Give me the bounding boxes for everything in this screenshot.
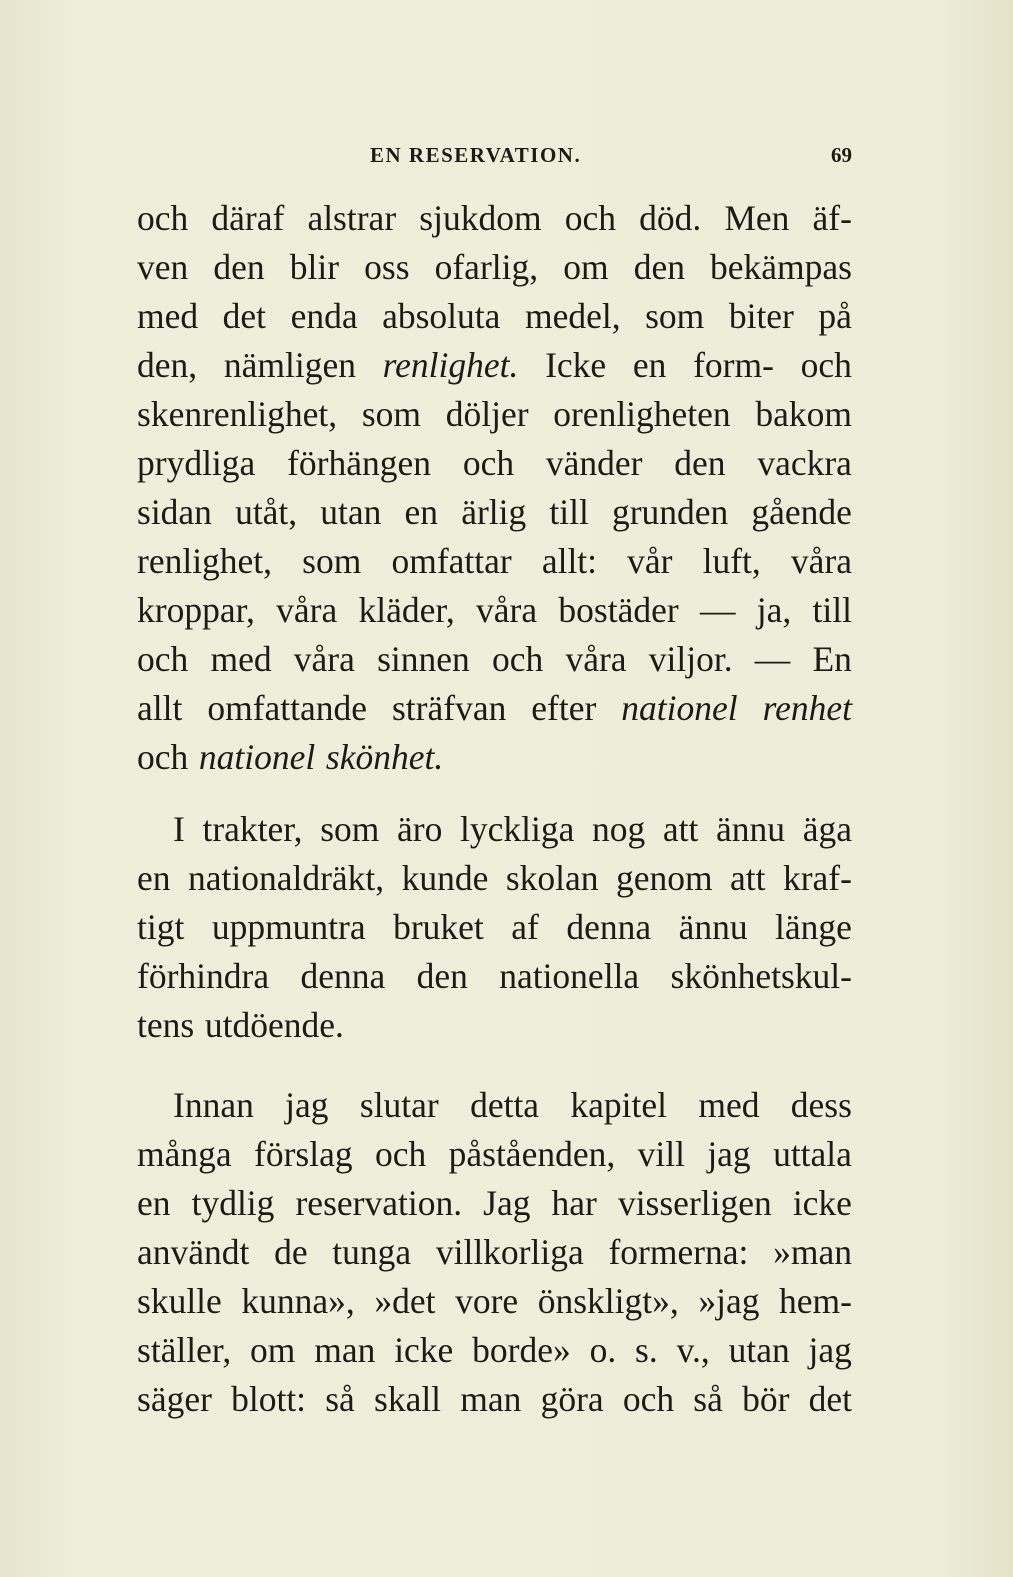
word: ännu [716, 809, 786, 849]
word: och [491, 639, 544, 679]
word: vår [627, 541, 673, 581]
word: bruket [393, 907, 484, 947]
word: o. [589, 1330, 617, 1370]
word: nationel [198, 737, 316, 777]
word: som [302, 541, 362, 581]
word: hem- [779, 1281, 852, 1321]
word: kunna», [241, 1281, 355, 1321]
word: tigt [137, 907, 185, 947]
word: gående [751, 492, 852, 532]
word: och [800, 345, 852, 385]
word: prydliga [137, 443, 256, 483]
word: I [173, 809, 185, 849]
word: ärlig [461, 492, 527, 532]
text-line [137, 953, 852, 999]
word: våra [565, 639, 627, 679]
word: länge [775, 907, 852, 947]
text-line [137, 195, 852, 241]
text-line [137, 685, 852, 731]
word: jag [808, 1330, 852, 1370]
word: »det [374, 1281, 436, 1321]
word: luft, [702, 541, 761, 581]
word: kläder, [358, 590, 455, 630]
word: Innan [173, 1085, 254, 1125]
word: och [137, 639, 189, 679]
word: sinnen [377, 639, 470, 679]
word: efter [531, 688, 597, 728]
word: de [274, 1232, 308, 1272]
word: kroppar, [137, 590, 255, 630]
word: nationaldräkt, [187, 858, 385, 898]
word: om [563, 247, 609, 287]
word: äf- [812, 198, 852, 238]
word: denna [300, 956, 386, 996]
text-line [137, 1180, 852, 1226]
word: användt [137, 1232, 250, 1272]
word: en [137, 858, 171, 898]
text-line [137, 244, 852, 290]
word: äga [802, 809, 852, 849]
word: En [812, 639, 852, 679]
word: genom [615, 858, 713, 898]
word: kunde [401, 858, 489, 898]
word: nationel [621, 688, 738, 728]
text-line [137, 489, 852, 535]
word: nog [592, 809, 646, 849]
word: och [564, 198, 616, 238]
word: form- [693, 345, 774, 385]
word: oss [364, 247, 410, 287]
word: och [622, 1379, 675, 1419]
text-line [137, 1229, 852, 1275]
word: icke [394, 1330, 454, 1370]
word: en [404, 492, 439, 532]
word: som [320, 809, 380, 849]
word: däraf [211, 198, 285, 238]
word: skenrenlighet, [137, 394, 338, 434]
word: utdöende. [204, 1005, 344, 1045]
word: uppmuntra [211, 907, 366, 947]
word: medel, [524, 296, 621, 336]
word: döljer [445, 394, 529, 434]
word: som [645, 296, 705, 336]
word: ja, [756, 590, 792, 630]
page-number: 69 [831, 143, 852, 167]
word: våra [790, 541, 852, 581]
word: uttala [773, 1134, 852, 1174]
word: kapitel [570, 1085, 668, 1125]
word: reservation. [295, 1183, 463, 1223]
text-line [137, 904, 852, 950]
word: vackra [757, 443, 852, 483]
word: ofarlig, [434, 247, 539, 287]
text-line [137, 734, 852, 780]
word: och [374, 1134, 427, 1174]
word: vänder [545, 443, 643, 483]
word: jag [707, 1134, 751, 1174]
word: tens [137, 1005, 195, 1045]
word: bakom [755, 394, 852, 434]
word: kraf- [782, 858, 852, 898]
text-line [137, 440, 852, 486]
word: enda [290, 296, 358, 336]
word: äro [397, 809, 443, 849]
word: lyckliga [460, 809, 575, 849]
word: att [662, 809, 699, 849]
word: som [361, 394, 422, 434]
word: biter [728, 296, 794, 336]
word: allt: [541, 541, 598, 581]
word: bostäder [558, 590, 679, 630]
text-line [137, 1002, 852, 1048]
text-line [173, 1082, 852, 1128]
word: en [137, 1183, 171, 1223]
word: skönhet. [325, 737, 444, 777]
word: göra [540, 1379, 604, 1419]
word: våra [276, 590, 338, 630]
word: Icke [545, 345, 607, 385]
text-line [137, 538, 852, 584]
word: sträfvan [391, 688, 507, 728]
word: trakter, [202, 809, 303, 849]
word: den [213, 247, 265, 287]
word: och [137, 737, 189, 777]
word: att [730, 858, 766, 898]
word: vore [455, 1281, 519, 1321]
word: ännu [678, 907, 748, 947]
word: så [325, 1379, 355, 1419]
word: till [549, 492, 589, 532]
word: vill [637, 1134, 685, 1174]
word: grunden [611, 492, 729, 532]
word: och [137, 198, 189, 238]
word: sjukdom [419, 198, 542, 238]
word: om [250, 1330, 296, 1370]
word: skolan [505, 858, 599, 898]
word: detta [470, 1085, 540, 1125]
word: bekämpas [710, 247, 852, 287]
word: säger [137, 1379, 212, 1419]
word: har [551, 1183, 597, 1223]
word: utan [728, 1330, 790, 1370]
word: våra [476, 590, 538, 630]
word: förhindra [137, 956, 270, 996]
word: med [210, 639, 272, 679]
word: villkorliga [435, 1232, 584, 1272]
text-line [137, 1131, 852, 1177]
word: det [222, 296, 267, 336]
word: den [674, 443, 726, 483]
text-line [137, 587, 852, 633]
word: af [511, 907, 539, 947]
word: slutar [359, 1085, 439, 1125]
word: visserligen [617, 1183, 772, 1223]
word: förhängen [287, 443, 432, 483]
word: Men [724, 198, 790, 238]
text-line [137, 342, 852, 388]
word: s. [635, 1330, 658, 1370]
word: den, [137, 345, 198, 385]
text-line [137, 636, 852, 682]
word: jag [285, 1085, 329, 1125]
word: blir [289, 247, 340, 287]
word: »man [773, 1232, 852, 1272]
text-line [137, 1376, 852, 1422]
word: till [812, 590, 852, 630]
text-line [173, 806, 852, 852]
word: — [699, 590, 736, 630]
word: sidan [137, 492, 212, 532]
word: alstrar [307, 198, 397, 238]
word: död. [639, 198, 702, 238]
word: omfattar [391, 541, 512, 581]
word: en [632, 345, 667, 385]
word: nationella [499, 956, 640, 996]
word: renlighet, [137, 541, 273, 581]
word: tydlig [191, 1183, 275, 1223]
word: v., [676, 1330, 710, 1370]
word: ställer, [137, 1330, 232, 1370]
word: tunga [332, 1232, 412, 1272]
word: på [818, 296, 852, 336]
word: — [754, 639, 791, 679]
word: utåt, [235, 492, 298, 532]
word: med [698, 1085, 760, 1125]
word: utan [320, 492, 382, 532]
word: förslag [254, 1134, 353, 1174]
running-title: EN RESERVATION. [370, 143, 582, 167]
word: med [137, 296, 199, 336]
text-line [137, 1278, 852, 1324]
word: man [460, 1379, 522, 1419]
word: renlighet. [382, 345, 519, 385]
word: formerna: [608, 1232, 749, 1272]
word: renhet [762, 688, 852, 728]
word: dess [790, 1085, 852, 1125]
word: borde» [472, 1330, 571, 1370]
text-line [137, 855, 852, 901]
word: och [462, 443, 515, 483]
text-line [137, 293, 852, 339]
word: våra [293, 639, 355, 679]
word: orenligheten [553, 394, 731, 434]
word: så [693, 1379, 723, 1419]
word: ven [137, 247, 189, 287]
word: önskligt», [537, 1281, 679, 1321]
word: nämligen [223, 345, 356, 385]
word: man [314, 1330, 376, 1370]
word: denna [566, 907, 652, 947]
text-line [137, 391, 852, 437]
word: absoluta [382, 296, 501, 336]
page-header [137, 143, 852, 177]
word: skulle [137, 1281, 222, 1321]
word: påståenden, [448, 1134, 616, 1174]
word: den [633, 247, 685, 287]
word: den [416, 956, 468, 996]
word: skall [374, 1379, 442, 1419]
word: icke [792, 1183, 852, 1223]
word: Jag [483, 1183, 531, 1223]
word: det [808, 1379, 852, 1419]
word: viljor. [648, 639, 733, 679]
word: skönhetskul- [670, 956, 852, 996]
word: »jag [698, 1281, 760, 1321]
word: allt [137, 688, 183, 728]
word: bör [742, 1379, 790, 1419]
word: blott: [231, 1379, 307, 1419]
text-line [137, 1327, 852, 1373]
word: många [137, 1134, 232, 1174]
word: omfattande [207, 688, 368, 728]
